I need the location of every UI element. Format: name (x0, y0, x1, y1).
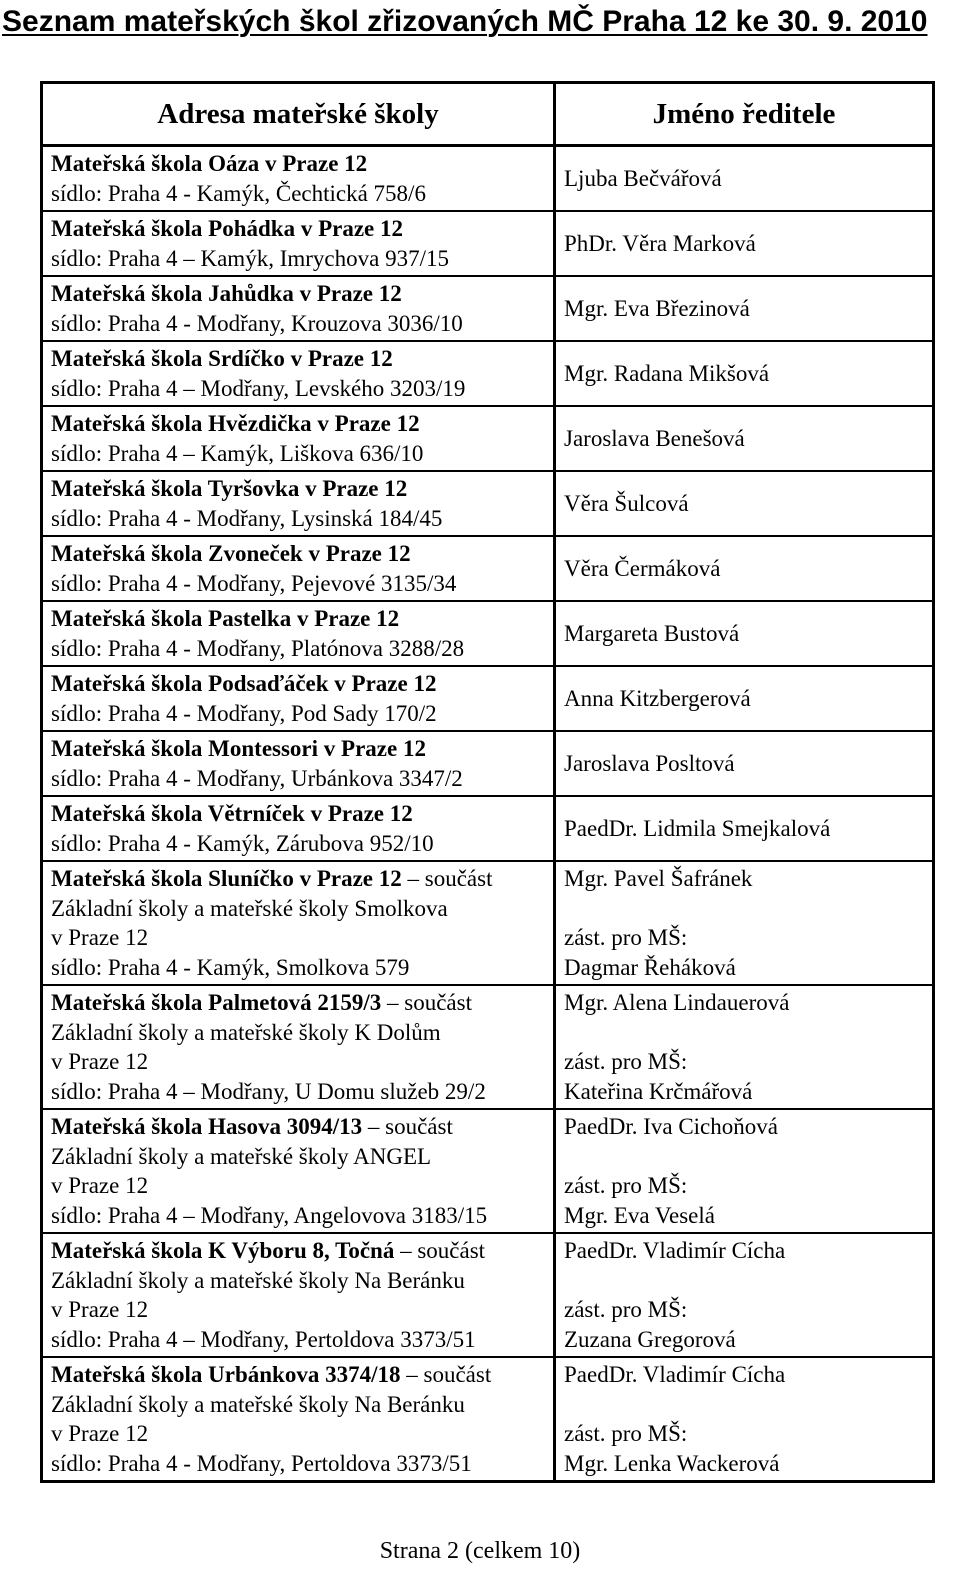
director-name-line: Věra Čermáková (564, 555, 721, 581)
school-parent-line: Základní školy a mateřské školy Na Beránku (51, 1391, 465, 1417)
school-parent-line: v Praze 12 (51, 1049, 149, 1074)
school-address-cell (42, 1109, 555, 1233)
address-column-header: Adresa mateřské školy (42, 83, 555, 146)
director-name-line: Věra Šulcová (564, 490, 689, 516)
director-cell (555, 1357, 934, 1482)
school-parent-line: v Praze 12 (51, 1173, 149, 1198)
school-name-suffix: – součást (362, 1114, 453, 1139)
director-cell (555, 406, 934, 471)
school-parent-line: Základní školy a mateřské školy K Dolům (51, 1019, 441, 1045)
director-name-line: Mgr. Radana Mikšová (564, 360, 770, 386)
director-name-line (564, 1266, 928, 1296)
table-row (42, 146, 934, 212)
director-cell (555, 796, 934, 861)
school-address-cell (42, 1357, 555, 1482)
school-rows (42, 146, 934, 1482)
director-name-line: Anna Kitzbergerová (564, 685, 751, 711)
table-row (42, 276, 934, 341)
school-name: Mateřská škola Urbánkova 3374/18 (51, 1362, 401, 1387)
director-name-line: Jaroslava Benešová (564, 425, 745, 451)
school-address: sídlo: Praha 4 - Modřany, Pod Sady 170/2 (51, 700, 437, 726)
school-name-line (51, 988, 549, 1018)
director-name-line: Mgr. Eva Březinová (564, 295, 750, 321)
table-row (42, 1357, 934, 1482)
table-row (42, 471, 934, 536)
school-name-line (51, 149, 549, 179)
school-address-cell (42, 471, 555, 536)
school-address: sídlo: Praha 4 – Kamýk, Imrychova 937/15 (51, 245, 449, 271)
school-name-line (51, 864, 549, 894)
table-row (42, 731, 934, 796)
director-name-line: Mgr. Pavel Šafránek (564, 866, 753, 891)
table-row (42, 1233, 934, 1357)
director-name-line: Mgr. Eva Veselá (564, 1202, 715, 1228)
director-cell (555, 601, 934, 666)
director-name-line: Ljuba Bečvářová (564, 165, 722, 191)
director-name-line (564, 1142, 928, 1172)
school-address: sídlo: Praha 4 – Modřany, Levského 3203/19 (51, 375, 466, 401)
school-name: Mateřská škola Srdíčko v Praze 12 (51, 346, 393, 371)
school-name: Mateřská škola Montessori v Praze 12 (51, 736, 426, 761)
school-name-line (51, 344, 549, 374)
school-name: Mateřská škola Jahůdka v Praze 12 (51, 281, 402, 306)
director-name-line: Kateřina Krčmářová (564, 1078, 753, 1104)
school-parent-line: v Praze 12 (51, 1297, 149, 1322)
school-name-line (51, 604, 549, 634)
school-address-cell (42, 666, 555, 731)
schools-table (40, 81, 935, 1483)
school-address: sídlo: Praha 4 - Kamýk, Smolkova 579 (51, 954, 410, 980)
director-name-line: PaedDr. Iva Cichoňová (564, 1114, 778, 1139)
director-name-line: Zuzana Gregorová (564, 1326, 736, 1352)
school-address-cell (42, 985, 555, 1109)
school-parent-line: Základní školy a mateřské školy Smolkova (51, 895, 448, 921)
school-name: Mateřská škola Oáza v Praze 12 (51, 151, 368, 176)
school-address: sídlo: Praha 4 – Modřany, Pertoldova 3373/51 (51, 1326, 476, 1352)
school-name-line (51, 799, 549, 829)
director-name-line (564, 1018, 928, 1048)
director-name-line: Jaroslava Posltová (564, 750, 735, 776)
page-title: Seznam mateřských škol zřizovaných MČ Praha 12 ke 30. 9. 2010 (2, 5, 928, 38)
school-name-line (51, 1112, 549, 1142)
table-row (42, 985, 934, 1109)
director-cell (555, 536, 934, 601)
school-address: sídlo: Praha 4 - Kamýk, Zárubova 952/10 (51, 830, 434, 856)
director-name-line (564, 1390, 928, 1420)
school-name-line (51, 279, 549, 309)
school-address-cell (42, 861, 555, 985)
school-parent-line: Základní školy a mateřské školy Na Beránku (51, 1267, 465, 1293)
table-row (42, 406, 934, 471)
school-address-cell (42, 796, 555, 861)
director-cell (555, 1109, 934, 1233)
school-name: Mateřská škola Hvězdička v Praze 12 (51, 411, 420, 436)
school-name-suffix: – součást (394, 1238, 486, 1263)
page-number: Strana 2 (celkem 10) (379, 1538, 581, 1564)
school-name: Mateřská škola Pastelka v Praze 12 (51, 606, 400, 631)
school-name: Mateřská škola Pohádka v Praze 12 (51, 216, 404, 241)
school-address-cell (42, 731, 555, 796)
director-name-line: zást. pro MŠ: (564, 1297, 688, 1322)
director-cell (555, 666, 934, 731)
director-cell (555, 146, 934, 212)
director-name-line: zást. pro MŠ: (564, 1173, 688, 1198)
school-address: sídlo: Praha 4 - Modřany, Platónova 3288/28 (51, 635, 465, 661)
school-address-cell (42, 406, 555, 471)
table-row (42, 1109, 934, 1233)
director-cell (555, 1233, 934, 1357)
director-name-line: zást. pro MŠ: (564, 925, 688, 950)
school-address-cell (42, 601, 555, 666)
school-address-cell (42, 1233, 555, 1357)
school-name: Mateřská škola Palmetová 2159/3 (51, 990, 382, 1015)
director-name-line: PaedDr. Lidmila Smejkalová (564, 815, 831, 841)
director-name-line: PaedDr. Vladimír Cícha (564, 1362, 786, 1387)
school-address: sídlo: Praha 4 - Modřany, Krouzova 3036/10 (51, 310, 463, 336)
school-name-suffix: – součást (401, 866, 493, 891)
school-name-line (51, 1236, 549, 1266)
director-cell (555, 985, 934, 1109)
director-name-line: Mgr. Lenka Wackerová (564, 1450, 780, 1476)
school-address-cell (42, 536, 555, 601)
school-name-line (51, 409, 549, 439)
table-row (42, 341, 934, 406)
director-name-line: Mgr. Alena Lindauerová (564, 990, 790, 1015)
table-row (42, 601, 934, 666)
school-address-cell (42, 276, 555, 341)
school-name-line (51, 734, 549, 764)
school-parent-line: v Praze 12 (51, 1421, 149, 1446)
school-address: sídlo: Praha 4 - Modřany, Lysinská 184/45 (51, 505, 443, 531)
director-cell (555, 211, 934, 276)
school-name-suffix: – součást (381, 990, 472, 1015)
school-name: Mateřská škola K Výboru 8, Točná (51, 1238, 395, 1263)
table-row (42, 666, 934, 731)
school-address: sídlo: Praha 4 - Modřany, Pertoldova 3373/51 (51, 1450, 472, 1476)
school-parent-line: v Praze 12 (51, 925, 149, 950)
school-address: sídlo: Praha 4 – Kamýk, Liškova 636/10 (51, 440, 424, 466)
director-name-line: zást. pro MŠ: (564, 1421, 688, 1446)
school-address: sídlo: Praha 4 – Modřany, U Domu služeb 29/2 (51, 1078, 486, 1104)
director-cell (555, 276, 934, 341)
school-address-cell (42, 146, 555, 212)
school-name: Mateřská škola Tyršovka v Praze 12 (51, 476, 408, 501)
school-address: sídlo: Praha 4 - Kamýk, Čechtická 758/6 (51, 180, 426, 206)
table-row (42, 536, 934, 601)
director-cell (555, 731, 934, 796)
school-name-line (51, 214, 549, 244)
school-name: Mateřská škola Sluníčko v Praze 12 (51, 866, 402, 891)
table-row (42, 861, 934, 985)
school-name: Mateřská škola Podsaďáček v Praze 12 (51, 671, 437, 696)
director-name-line: Margareta Bustová (564, 620, 740, 646)
school-address-cell (42, 341, 555, 406)
header-row (42, 83, 934, 146)
director-name-line: zást. pro MŠ: (564, 1049, 688, 1074)
school-name: Mateřská škola Větrníček v Praze 12 (51, 801, 413, 826)
school-address: sídlo: Praha 4 - Modřany, Urbánkova 3347/2 (51, 765, 463, 791)
school-name-suffix: – součást (400, 1362, 492, 1387)
school-name-line (51, 474, 549, 504)
director-name-line: Dagmar Řeháková (564, 954, 736, 980)
school-address: sídlo: Praha 4 – Modřany, Angelovova 3183/15 (51, 1202, 488, 1228)
director-cell (555, 341, 934, 406)
school-name: Mateřská škola Zvoneček v Praze 12 (51, 541, 411, 566)
table-row (42, 796, 934, 861)
director-name-line: PaedDr. Vladimír Cícha (564, 1238, 786, 1263)
school-name-line (51, 539, 549, 569)
school-name-line (51, 669, 549, 699)
school-name-line (51, 1360, 549, 1390)
director-name-line: PhDr. Věra Marková (564, 230, 756, 256)
school-parent-line: Základní školy a mateřské školy ANGEL (51, 1143, 432, 1169)
school-name: Mateřská škola Hasova 3094/13 (51, 1114, 363, 1139)
director-cell (555, 471, 934, 536)
table-row (42, 211, 934, 276)
school-address: sídlo: Praha 4 - Modřany, Pejevové 3135/34 (51, 570, 457, 596)
school-address-cell (42, 211, 555, 276)
director-column-header: Jméno ředitele (555, 83, 934, 146)
director-cell (555, 861, 934, 985)
director-name-line (564, 894, 928, 924)
